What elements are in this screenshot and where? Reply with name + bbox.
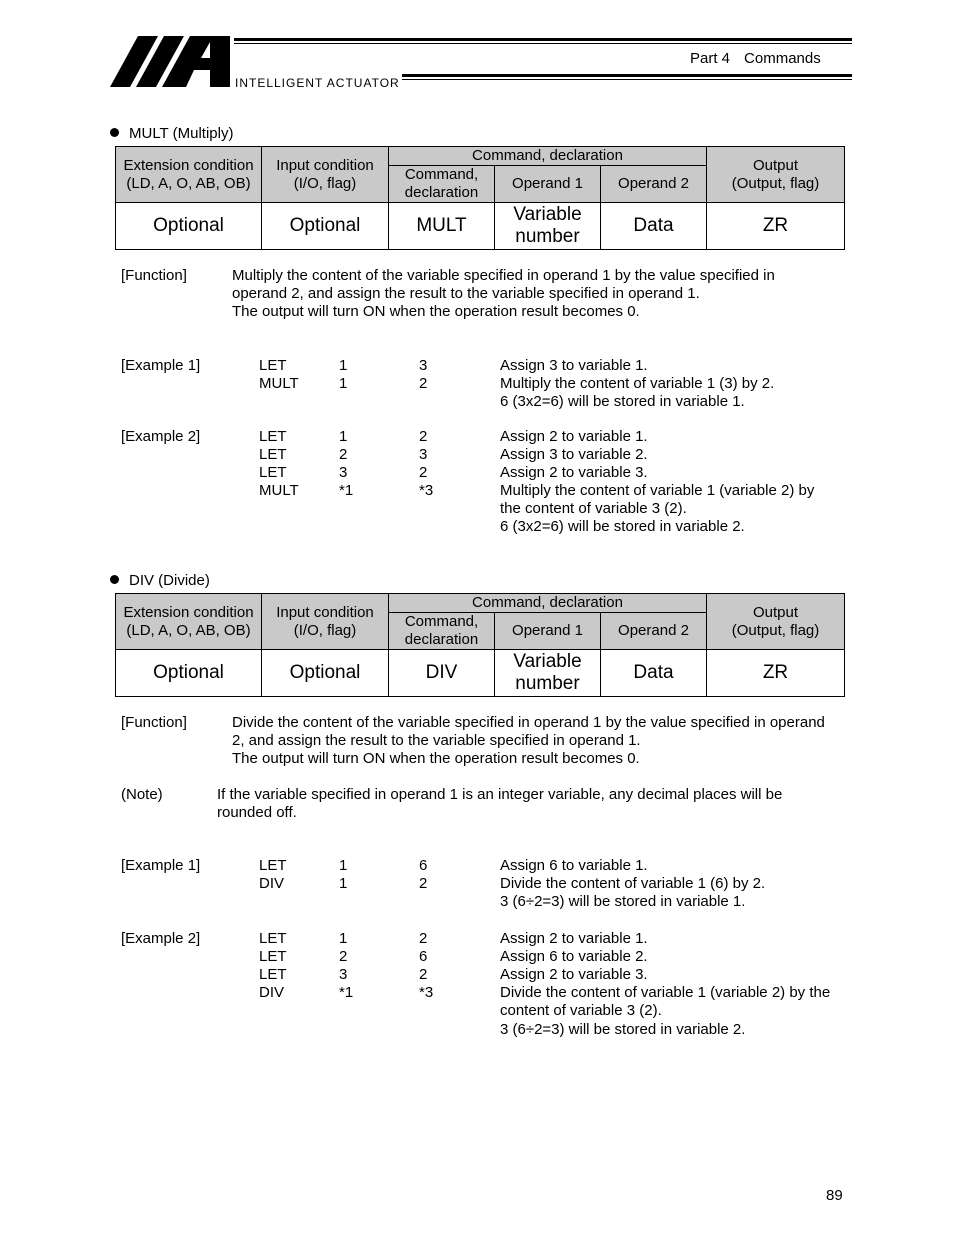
header-part: Part 4	[690, 50, 731, 67]
div-title: DIV (Divide)	[129, 572, 210, 589]
div-example1-label: [Example 1]	[121, 857, 201, 874]
cell-operand2: Data	[601, 650, 707, 697]
header-operand2: Operand 2	[601, 613, 707, 650]
header-output: Output (Output, flag)	[707, 594, 845, 650]
iai-logo	[110, 36, 232, 88]
mult-title: MULT (Multiply)	[129, 125, 234, 142]
cell-operand2: Data	[601, 203, 707, 250]
cell-operand1: Variable number	[495, 650, 601, 697]
div-example2-label: [Example 2]	[121, 930, 201, 947]
bullet-icon	[110, 128, 119, 137]
bullet-icon	[110, 575, 119, 584]
header-command-group: Command, declaration	[389, 594, 707, 613]
header-extension-condition: Extension condition (LD, A, O, AB, OB)	[116, 594, 262, 650]
page-number: 89	[826, 1187, 843, 1204]
header-rule-top	[234, 38, 852, 41]
header-input-condition: Input condition (I/O, flag)	[262, 594, 389, 650]
header-rule-top-thin	[234, 43, 852, 44]
div-note-label: (Note)	[121, 786, 163, 803]
cell-input: Optional	[262, 203, 389, 250]
header-command: Command, declaration	[389, 613, 495, 650]
header-output: Output (Output, flag)	[707, 147, 845, 203]
logo-wordmark: INTELLIGENT ACTUATOR	[235, 76, 400, 90]
header-operand2: Operand 2	[601, 166, 707, 203]
header-operand1: Operand 1	[495, 613, 601, 650]
cell-command: DIV	[389, 650, 495, 697]
header-title: Commands	[744, 50, 821, 67]
cell-output: ZR	[707, 203, 845, 250]
div-function-label: [Function]	[121, 714, 187, 731]
div-note-text: If the variable specified in operand 1 is an integer variable, any decimal places will be rounded off.	[217, 786, 783, 821]
div-command-table	[115, 593, 845, 697]
cell-extension: Optional	[116, 650, 262, 697]
header-rule-bottom	[402, 74, 852, 77]
header-operand1: Operand 1	[495, 166, 601, 203]
cell-input: Optional	[262, 650, 389, 697]
mult-function-label: [Function]	[121, 267, 187, 284]
mult-command-table	[115, 146, 845, 250]
cell-output: ZR	[707, 650, 845, 697]
header-command: Command, declaration	[389, 166, 495, 203]
mult-example1-label: [Example 1]	[121, 357, 201, 374]
header-command-group: Command, declaration	[389, 147, 707, 166]
div-function-text: Divide the content of the variable specified in operand 1 by the value specified in operand 2, and assign the result to the variable specified in operand 1. The output will turn ON when the operation result becomes 0.	[232, 714, 825, 767]
mult-heading	[110, 125, 233, 142]
cell-extension: Optional	[116, 203, 262, 250]
mult-function-text: Multiply the content of the variable specified in operand 1 by the value specified in operand 2, and assign the result to the variable specified in operand 1. The output will turn ON when the operation result becomes 0.	[232, 267, 775, 320]
header-section	[690, 50, 821, 67]
cell-command: MULT	[389, 203, 495, 250]
header-input-condition: Input condition (I/O, flag)	[262, 147, 389, 203]
mult-example2-label: [Example 2]	[121, 428, 201, 445]
header-rule-bottom-thin	[402, 79, 852, 80]
div-heading	[110, 572, 210, 589]
header-extension-condition: Extension condition (LD, A, O, AB, OB)	[116, 147, 262, 203]
cell-operand1: Variable number	[495, 203, 601, 250]
